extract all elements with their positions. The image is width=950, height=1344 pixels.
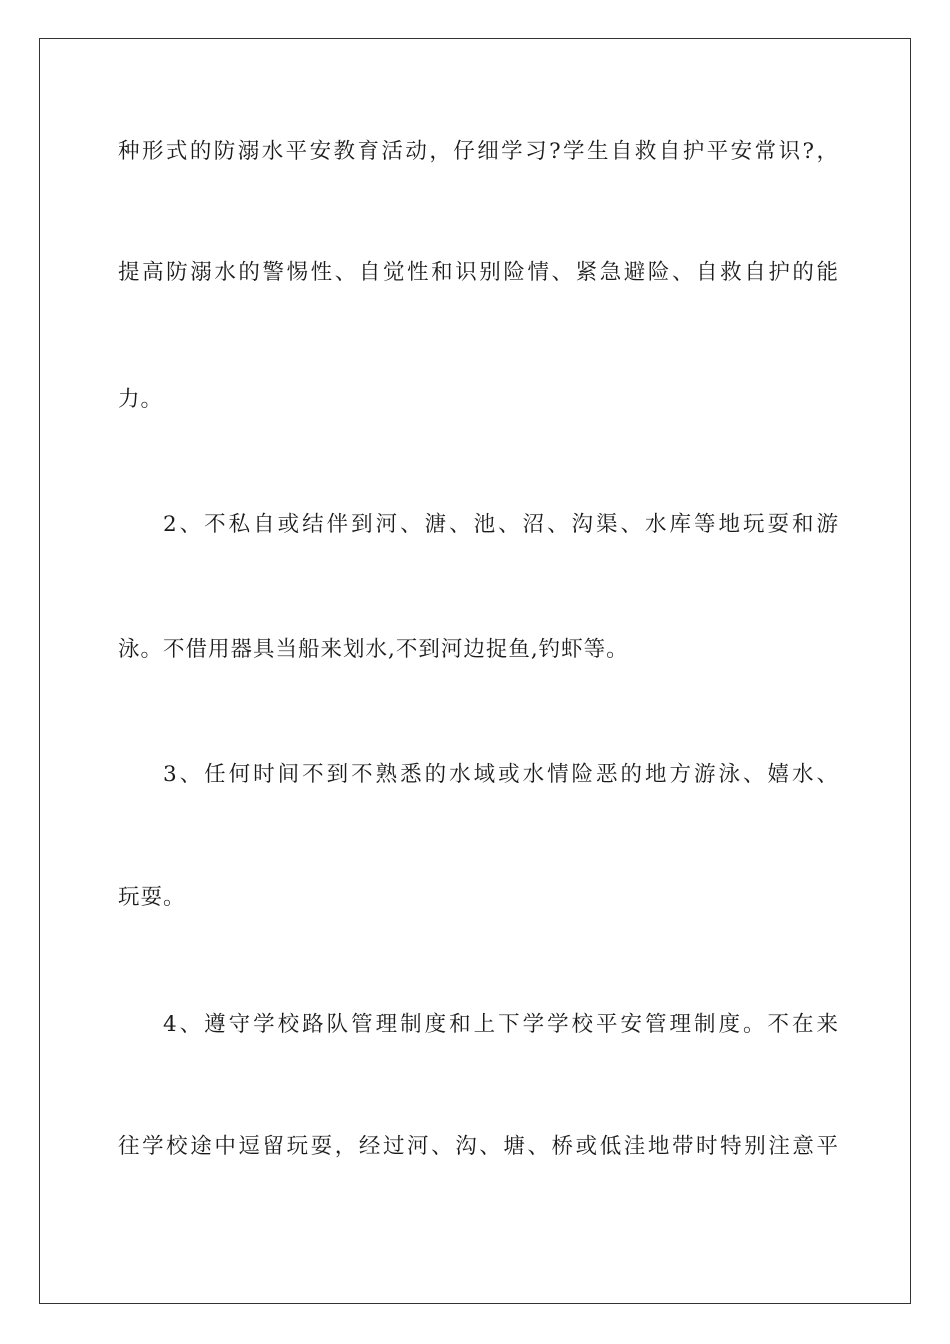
paragraph-2-line-2: 泳。不借用器具当船来划水,不到河边捉鱼,钓虾等。 [118,637,629,662]
paragraph-3-line-1: 3、任何时间不到不熟悉的水域或水情险恶的地方游泳、嬉水、 [163,762,838,787]
paragraph-4-line-1: 4、遵守学校路队管理制度和上下学学校平安管理制度。不在来 [163,1012,838,1037]
paragraph-1-line-2: 提高防溺水的警惕性、自觉性和识别险情、紧急避险、自救自护的能 [118,260,838,285]
paragraph-1-line-1: 种形式的防溺水平安教育活动，仔细学习?学生自救自护平安常识?， [118,139,838,164]
page-border [39,38,911,1304]
paragraph-3-line-2: 玩耍。 [118,885,186,910]
paragraph-2-line-1: 2、不私自或结伴到河、溏、池、沼、沟渠、水库等地玩耍和游 [163,512,838,537]
paragraph-4-line-2: 往学校途中逗留玩耍，经过河、沟、塘、桥或低洼地带时特别注意平 [118,1134,838,1159]
paragraph-1-line-3: 力。 [118,387,164,412]
